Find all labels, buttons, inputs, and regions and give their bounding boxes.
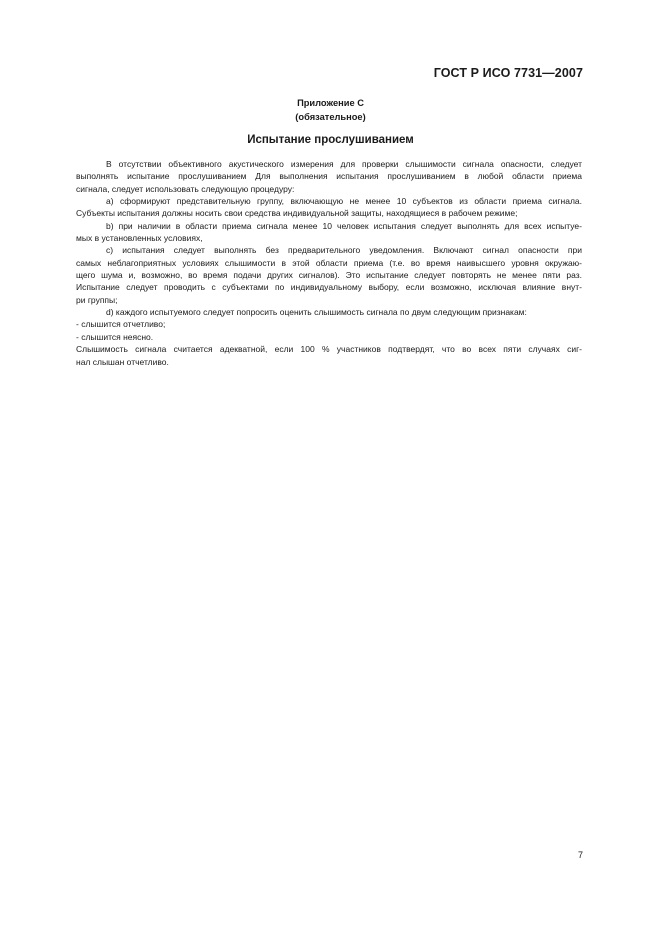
text-line: сигнала, следует использовать следующую процедуру: xyxy=(76,183,295,194)
section-title: Испытание прослушиванием xyxy=(247,134,414,146)
page-number: 7 xyxy=(577,850,583,860)
text-line: с) испытания следует выполнять без предварительного уведомления. Включают сигнал опасности при xyxy=(106,245,582,256)
annex-heading xyxy=(0,96,661,124)
text-line: - слышится неясно. xyxy=(76,331,154,342)
text-line: мых в установленных условиях, xyxy=(76,233,203,244)
text-line: выполнять испытание прослушиванием Для выполнения испытания прослушиванием в любой области приема xyxy=(76,171,582,182)
text-line: самых неблагоприятных условиях слышимости в этой области приема (т.е. во время наивысшего уровня окружаю- xyxy=(76,257,582,268)
document-code: ГОСТ Р ИСО 7731—2007 xyxy=(433,66,583,80)
text-line: щего шума и, возможно, во время подачи других сигналов). Это испытание следует повторять не менее пяти раз. xyxy=(76,270,582,281)
text-line: Слышимость сигнала считается адекватной, если 100 % участников подтвердят, что во всех пяти случаях сиг- xyxy=(76,344,582,355)
text-line: а) сформируют представительную группу, включающую не менее 10 субъектов из области приема сигнала. xyxy=(106,196,582,207)
text-line: нал слышан отчетливо. xyxy=(76,356,169,367)
text-line: Субъекты испытания должны носить свои средства индивидуальной защиты, находящиеся в рабочем режиме; xyxy=(76,208,518,219)
text-line: - слышится отчетливо; xyxy=(76,319,166,330)
annex-status: (обязательное) xyxy=(295,112,366,122)
text-line: b) при наличии в области приема сигнала менее 10 человек испытания следует выполнять для всех испытуе- xyxy=(106,220,582,231)
text-line: Испытание следует проводить с субъектами по индивидуальному выбору, если возможно, исключая влияние внут- xyxy=(76,282,582,293)
text-line: d) каждого испытуемого следует попросить оценить слышимость сигнала по двум следующим признакам: xyxy=(106,307,527,318)
text-line: ри группы; xyxy=(76,294,118,305)
body-text xyxy=(76,158,582,368)
text-line: В отсутствии объективного акустического измерения для проверки слышимости сигнала опасности, следует xyxy=(106,159,582,169)
annex-title: Приложение С xyxy=(297,98,364,108)
